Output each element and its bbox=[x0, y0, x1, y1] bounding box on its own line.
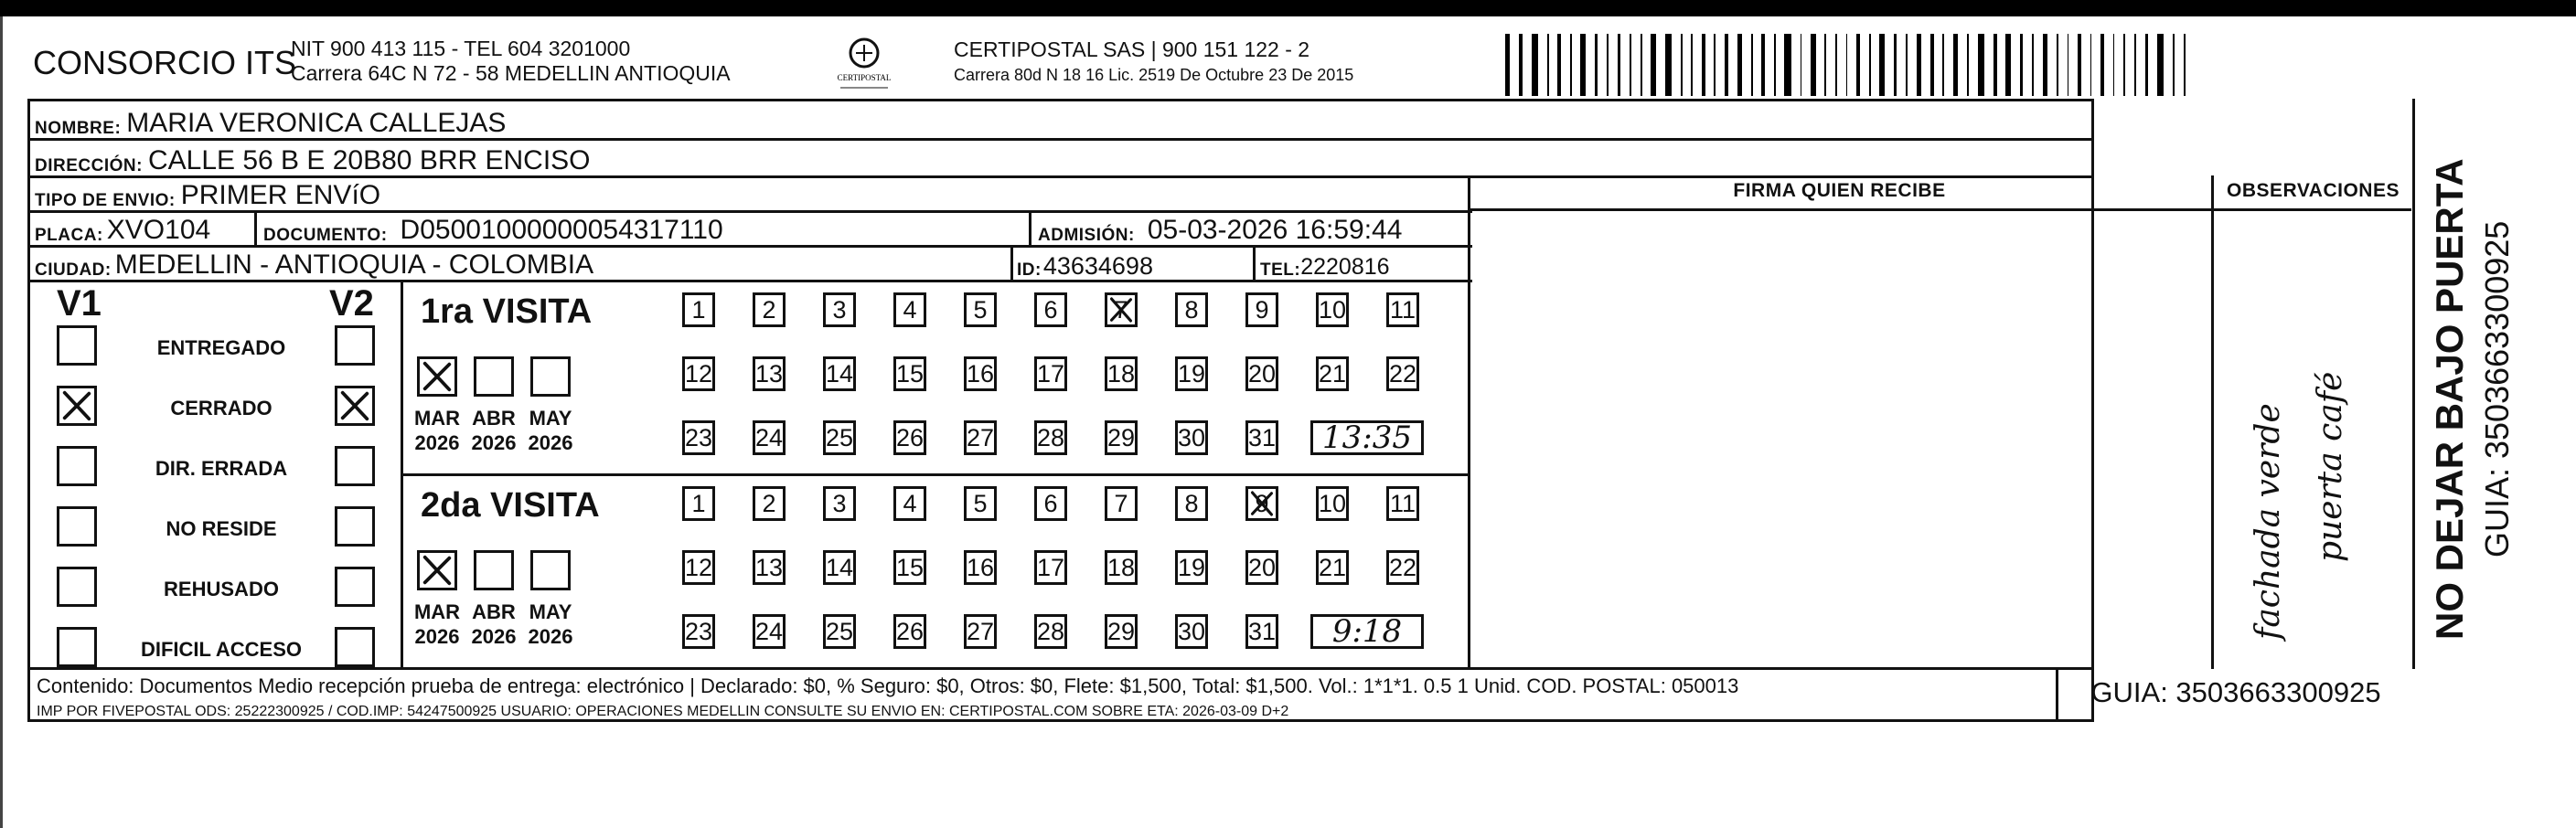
day-box[interactable]: 15 bbox=[893, 356, 926, 391]
day-box[interactable]: 14 bbox=[823, 356, 856, 391]
nombre-label: NOMBRE: bbox=[35, 119, 122, 138]
v2-checkbox[interactable] bbox=[335, 386, 375, 426]
month-label bbox=[410, 406, 465, 455]
day-box[interactable]: 24 bbox=[753, 614, 786, 649]
day-box[interactable]: 11 bbox=[1386, 292, 1419, 327]
month-name: MAR bbox=[413, 600, 461, 623]
certipostal-info bbox=[954, 37, 1353, 88]
day-box[interactable]: 26 bbox=[893, 420, 926, 455]
day-box[interactable]: 5 bbox=[964, 486, 997, 521]
day-box[interactable]: 12 bbox=[682, 550, 715, 585]
day-box[interactable]: 7 bbox=[1105, 486, 1138, 521]
left-border bbox=[0, 16, 3, 828]
month-year: 2026 bbox=[414, 625, 460, 648]
visit-title: 1ra VISITA bbox=[421, 292, 593, 331]
ciudad-cell bbox=[35, 246, 593, 281]
month-name: ABR bbox=[472, 407, 516, 430]
nombre-value: MARIA VERONICA CALLEJAS bbox=[126, 108, 507, 138]
month-label bbox=[410, 600, 465, 649]
nit-line: NIT 900 413 115 - TEL 604 3201000 bbox=[291, 37, 631, 60]
col-divider bbox=[1029, 210, 1031, 247]
tipo-value: PRIMER ENVíO bbox=[180, 180, 381, 210]
col-divider bbox=[1468, 175, 1470, 669]
visit-title: 2da VISITA bbox=[421, 486, 600, 525]
v2-checkbox[interactable] bbox=[335, 446, 375, 486]
day-box[interactable]: 16 bbox=[964, 356, 997, 391]
day-box[interactable]: 4 bbox=[893, 486, 926, 521]
day-box[interactable]: 15 bbox=[893, 550, 926, 585]
tipo-label: TIPO DE ENVIO: bbox=[35, 191, 176, 210]
day-box[interactable]: 31 bbox=[1245, 420, 1278, 455]
day-box[interactable]: 27 bbox=[964, 614, 997, 649]
month-label bbox=[466, 406, 521, 455]
month-checkbox[interactable] bbox=[417, 550, 457, 590]
day-box[interactable]: 17 bbox=[1034, 356, 1067, 391]
col-divider bbox=[1253, 245, 1256, 281]
company-name: CONSORCIO ITS bbox=[33, 44, 297, 81]
status-option-label: DIR. ERRADA bbox=[155, 457, 288, 480]
month-year: 2026 bbox=[471, 625, 517, 648]
documento-value: D05001000000054317110 bbox=[400, 215, 723, 245]
imp-line: IMP POR FIVEPOSTAL ODS: 25222300925 / COD.IMP: 54247500925 USUARIO: OPERACIONES MEDELLIN CONSULTE SU ENVIO EN: CERTIPOSTAL.COM SOBRE ETA: 2026-03-09 D+2 bbox=[37, 704, 1289, 719]
month-name: ABR bbox=[472, 600, 516, 623]
day-box[interactable]: 26 bbox=[893, 614, 926, 649]
admision-value: 05-03-2026 16:59:44 bbox=[1147, 215, 1403, 245]
day-box[interactable]: 7 bbox=[1105, 292, 1138, 327]
day-box[interactable]: 18 bbox=[1105, 550, 1138, 585]
no-dejar-text: NO DEJAR BAJO PUERTA bbox=[2428, 158, 2471, 640]
time-box[interactable] bbox=[1310, 420, 1424, 455]
day-box[interactable]: 28 bbox=[1034, 614, 1067, 649]
visit-time: 13:35 bbox=[1322, 419, 1412, 456]
day-box[interactable]: 10 bbox=[1316, 292, 1349, 327]
day-box[interactable]: 19 bbox=[1175, 356, 1208, 391]
direccion-row bbox=[35, 140, 591, 176]
firma-header: FIRMA QUIEN RECIBE bbox=[1733, 180, 1946, 201]
month-year: 2026 bbox=[528, 431, 573, 454]
month-checkbox[interactable] bbox=[530, 550, 571, 590]
placa-label: PLACA: bbox=[35, 226, 103, 245]
admision-cell bbox=[1038, 211, 1402, 246]
v1-checkbox[interactable] bbox=[57, 325, 97, 366]
documento-cell bbox=[263, 211, 723, 246]
v1-checkbox[interactable] bbox=[57, 627, 97, 667]
day-box[interactable]: 19 bbox=[1175, 550, 1208, 585]
address-line: Carrera 64C N 72 - 58 MEDELLIN ANTIOQUIA bbox=[291, 61, 731, 85]
placa-value: XVO104 bbox=[106, 215, 211, 245]
day-box[interactable]: 2 bbox=[753, 486, 786, 521]
v1-checkbox[interactable] bbox=[57, 506, 97, 547]
row-divider bbox=[1468, 208, 2411, 211]
col-divider bbox=[1010, 245, 1013, 281]
tel-value: 2220816 bbox=[1300, 254, 1390, 280]
v2-checkbox[interactable] bbox=[335, 627, 375, 667]
admision-label: ADMISIÓN: bbox=[1038, 226, 1135, 245]
footer-divider bbox=[27, 667, 2094, 670]
col-divider bbox=[2211, 175, 2214, 669]
month-checkbox[interactable] bbox=[530, 356, 571, 397]
month-checkbox[interactable] bbox=[417, 356, 457, 397]
month-year: 2026 bbox=[528, 625, 573, 648]
month-label bbox=[523, 600, 578, 649]
day-box[interactable]: 23 bbox=[682, 614, 715, 649]
company-info bbox=[291, 37, 731, 86]
day-box[interactable]: 20 bbox=[1245, 550, 1278, 585]
contenido-line: Contenido: Documentos Medio recepción prueba de entrega: electrónico | Declarado: $0, % Seguro: $0, Otros: $0, Flete: $1,500, Total: $1,500. Vol.: 1*1*1. 0.5 1 Unid. COD. POSTAL: 050013 bbox=[37, 674, 1739, 697]
v1-header: V1 bbox=[57, 283, 102, 324]
v1-checkbox[interactable] bbox=[57, 446, 97, 486]
month-name: MAY bbox=[529, 407, 572, 430]
direccion-label: DIRECCIÓN: bbox=[35, 156, 143, 175]
observacion-line-2: puerta café bbox=[2312, 371, 2349, 562]
day-box[interactable]: 8 bbox=[1175, 486, 1208, 521]
day-box[interactable]: 29 bbox=[1105, 614, 1138, 649]
status-option-label: REHUSADO bbox=[164, 578, 279, 600]
month-checkbox[interactable] bbox=[474, 356, 514, 397]
month-label bbox=[466, 600, 521, 649]
visit-time: 9:18 bbox=[1331, 613, 1403, 650]
day-box[interactable]: 25 bbox=[823, 614, 856, 649]
day-box[interactable]: 21 bbox=[1316, 356, 1349, 391]
month-year: 2026 bbox=[414, 431, 460, 454]
certipostal-logo bbox=[828, 33, 901, 93]
day-box[interactable]: 3 bbox=[823, 486, 856, 521]
barcode bbox=[1505, 34, 2186, 96]
svg-text:CERTIPOSTAL: CERTIPOSTAL bbox=[837, 73, 892, 82]
direccion-value: CALLE 56 B E 20B80 BRR ENCISO bbox=[147, 145, 591, 175]
day-box[interactable]: 30 bbox=[1175, 420, 1208, 455]
ciudad-label: CIUDAD: bbox=[35, 260, 112, 280]
day-box[interactable]: 27 bbox=[964, 420, 997, 455]
day-box[interactable]: 22 bbox=[1386, 356, 1419, 391]
tel-cell bbox=[1260, 246, 1390, 281]
documento-label: DOCUMENTO: bbox=[263, 226, 388, 245]
guia-box: GUIA: 3503663300925 bbox=[2090, 676, 2381, 708]
ciudad-value: MEDELLIN - ANTIOQUIA - COLOMBIA bbox=[114, 249, 594, 280]
day-box[interactable]: 29 bbox=[1105, 420, 1138, 455]
certipostal-line: CERTIPOSTAL SAS | 900 151 122 - 2 bbox=[954, 37, 1310, 61]
day-box[interactable]: 13 bbox=[753, 356, 786, 391]
status-option-label: DIFICIL ACCESO bbox=[140, 638, 302, 661]
id-cell bbox=[1017, 246, 1153, 281]
day-box[interactable]: 6 bbox=[1034, 292, 1067, 327]
day-box[interactable]: 12 bbox=[682, 356, 715, 391]
tipo-row bbox=[35, 176, 380, 211]
day-box[interactable]: 14 bbox=[823, 550, 856, 585]
observacion-line-1: fachada verde bbox=[2250, 403, 2287, 640]
v1-checkbox[interactable] bbox=[57, 567, 97, 607]
month-name: MAR bbox=[413, 407, 461, 430]
status-option-label: CERRADO bbox=[170, 397, 273, 419]
placa-cell bbox=[35, 211, 210, 246]
col-divider bbox=[2412, 99, 2415, 669]
month-checkbox[interactable] bbox=[474, 550, 514, 590]
day-box[interactable]: 23 bbox=[682, 420, 715, 455]
day-box[interactable]: 3 bbox=[823, 292, 856, 327]
col-divider bbox=[254, 210, 257, 247]
day-box[interactable]: 9 bbox=[1245, 486, 1278, 521]
day-box[interactable]: 18 bbox=[1105, 356, 1138, 391]
month-label bbox=[523, 406, 578, 455]
day-box[interactable]: 2 bbox=[753, 292, 786, 327]
day-box[interactable]: 11 bbox=[1386, 486, 1419, 521]
signature-area[interactable] bbox=[1474, 213, 2206, 664]
top-border bbox=[0, 0, 2576, 16]
v2-checkbox[interactable] bbox=[335, 325, 375, 366]
v2-checkbox[interactable] bbox=[335, 567, 375, 607]
day-box[interactable]: 10 bbox=[1316, 486, 1349, 521]
day-box[interactable]: 16 bbox=[964, 550, 997, 585]
month-name: MAY bbox=[529, 600, 572, 623]
day-box[interactable]: 31 bbox=[1245, 614, 1278, 649]
v2-header: V2 bbox=[329, 283, 374, 324]
status-option-label: ENTREGADO bbox=[156, 336, 286, 359]
month-year: 2026 bbox=[471, 431, 517, 454]
day-box[interactable]: 1 bbox=[682, 486, 715, 521]
day-box[interactable]: 28 bbox=[1034, 420, 1067, 455]
day-box[interactable]: 17 bbox=[1034, 550, 1067, 585]
side-guia-text: GUIA: 3503663300925 bbox=[2478, 220, 2516, 557]
day-box[interactable]: 20 bbox=[1245, 356, 1278, 391]
day-box[interactable]: 9 bbox=[1245, 292, 1278, 327]
day-box[interactable]: 1 bbox=[682, 292, 715, 327]
day-box[interactable]: 6 bbox=[1034, 486, 1067, 521]
v2-checkbox[interactable] bbox=[335, 506, 375, 547]
day-box[interactable]: 24 bbox=[753, 420, 786, 455]
day-box[interactable]: 21 bbox=[1316, 550, 1349, 585]
id-label: ID: bbox=[1017, 260, 1042, 280]
id-value: 43634698 bbox=[1042, 252, 1153, 280]
visit-divider bbox=[401, 473, 1470, 476]
day-box[interactable]: 4 bbox=[893, 292, 926, 327]
license-line: Carrera 80d N 18 16 Lic. 2519 De Octubre 23 De 2015 bbox=[954, 66, 1354, 84]
day-box[interactable]: 5 bbox=[964, 292, 997, 327]
nombre-row bbox=[35, 102, 506, 139]
day-box[interactable]: 25 bbox=[823, 420, 856, 455]
observaciones-header: OBSERVACIONES bbox=[2227, 180, 2400, 201]
day-box[interactable]: 13 bbox=[753, 550, 786, 585]
day-box[interactable]: 8 bbox=[1175, 292, 1208, 327]
day-box[interactable]: 30 bbox=[1175, 614, 1208, 649]
tel-label: TEL: bbox=[1260, 260, 1301, 280]
v1-checkbox[interactable] bbox=[57, 386, 97, 426]
status-option-label: NO RESIDE bbox=[166, 517, 277, 540]
time-box[interactable] bbox=[1310, 614, 1424, 649]
day-box[interactable]: 22 bbox=[1386, 550, 1419, 585]
